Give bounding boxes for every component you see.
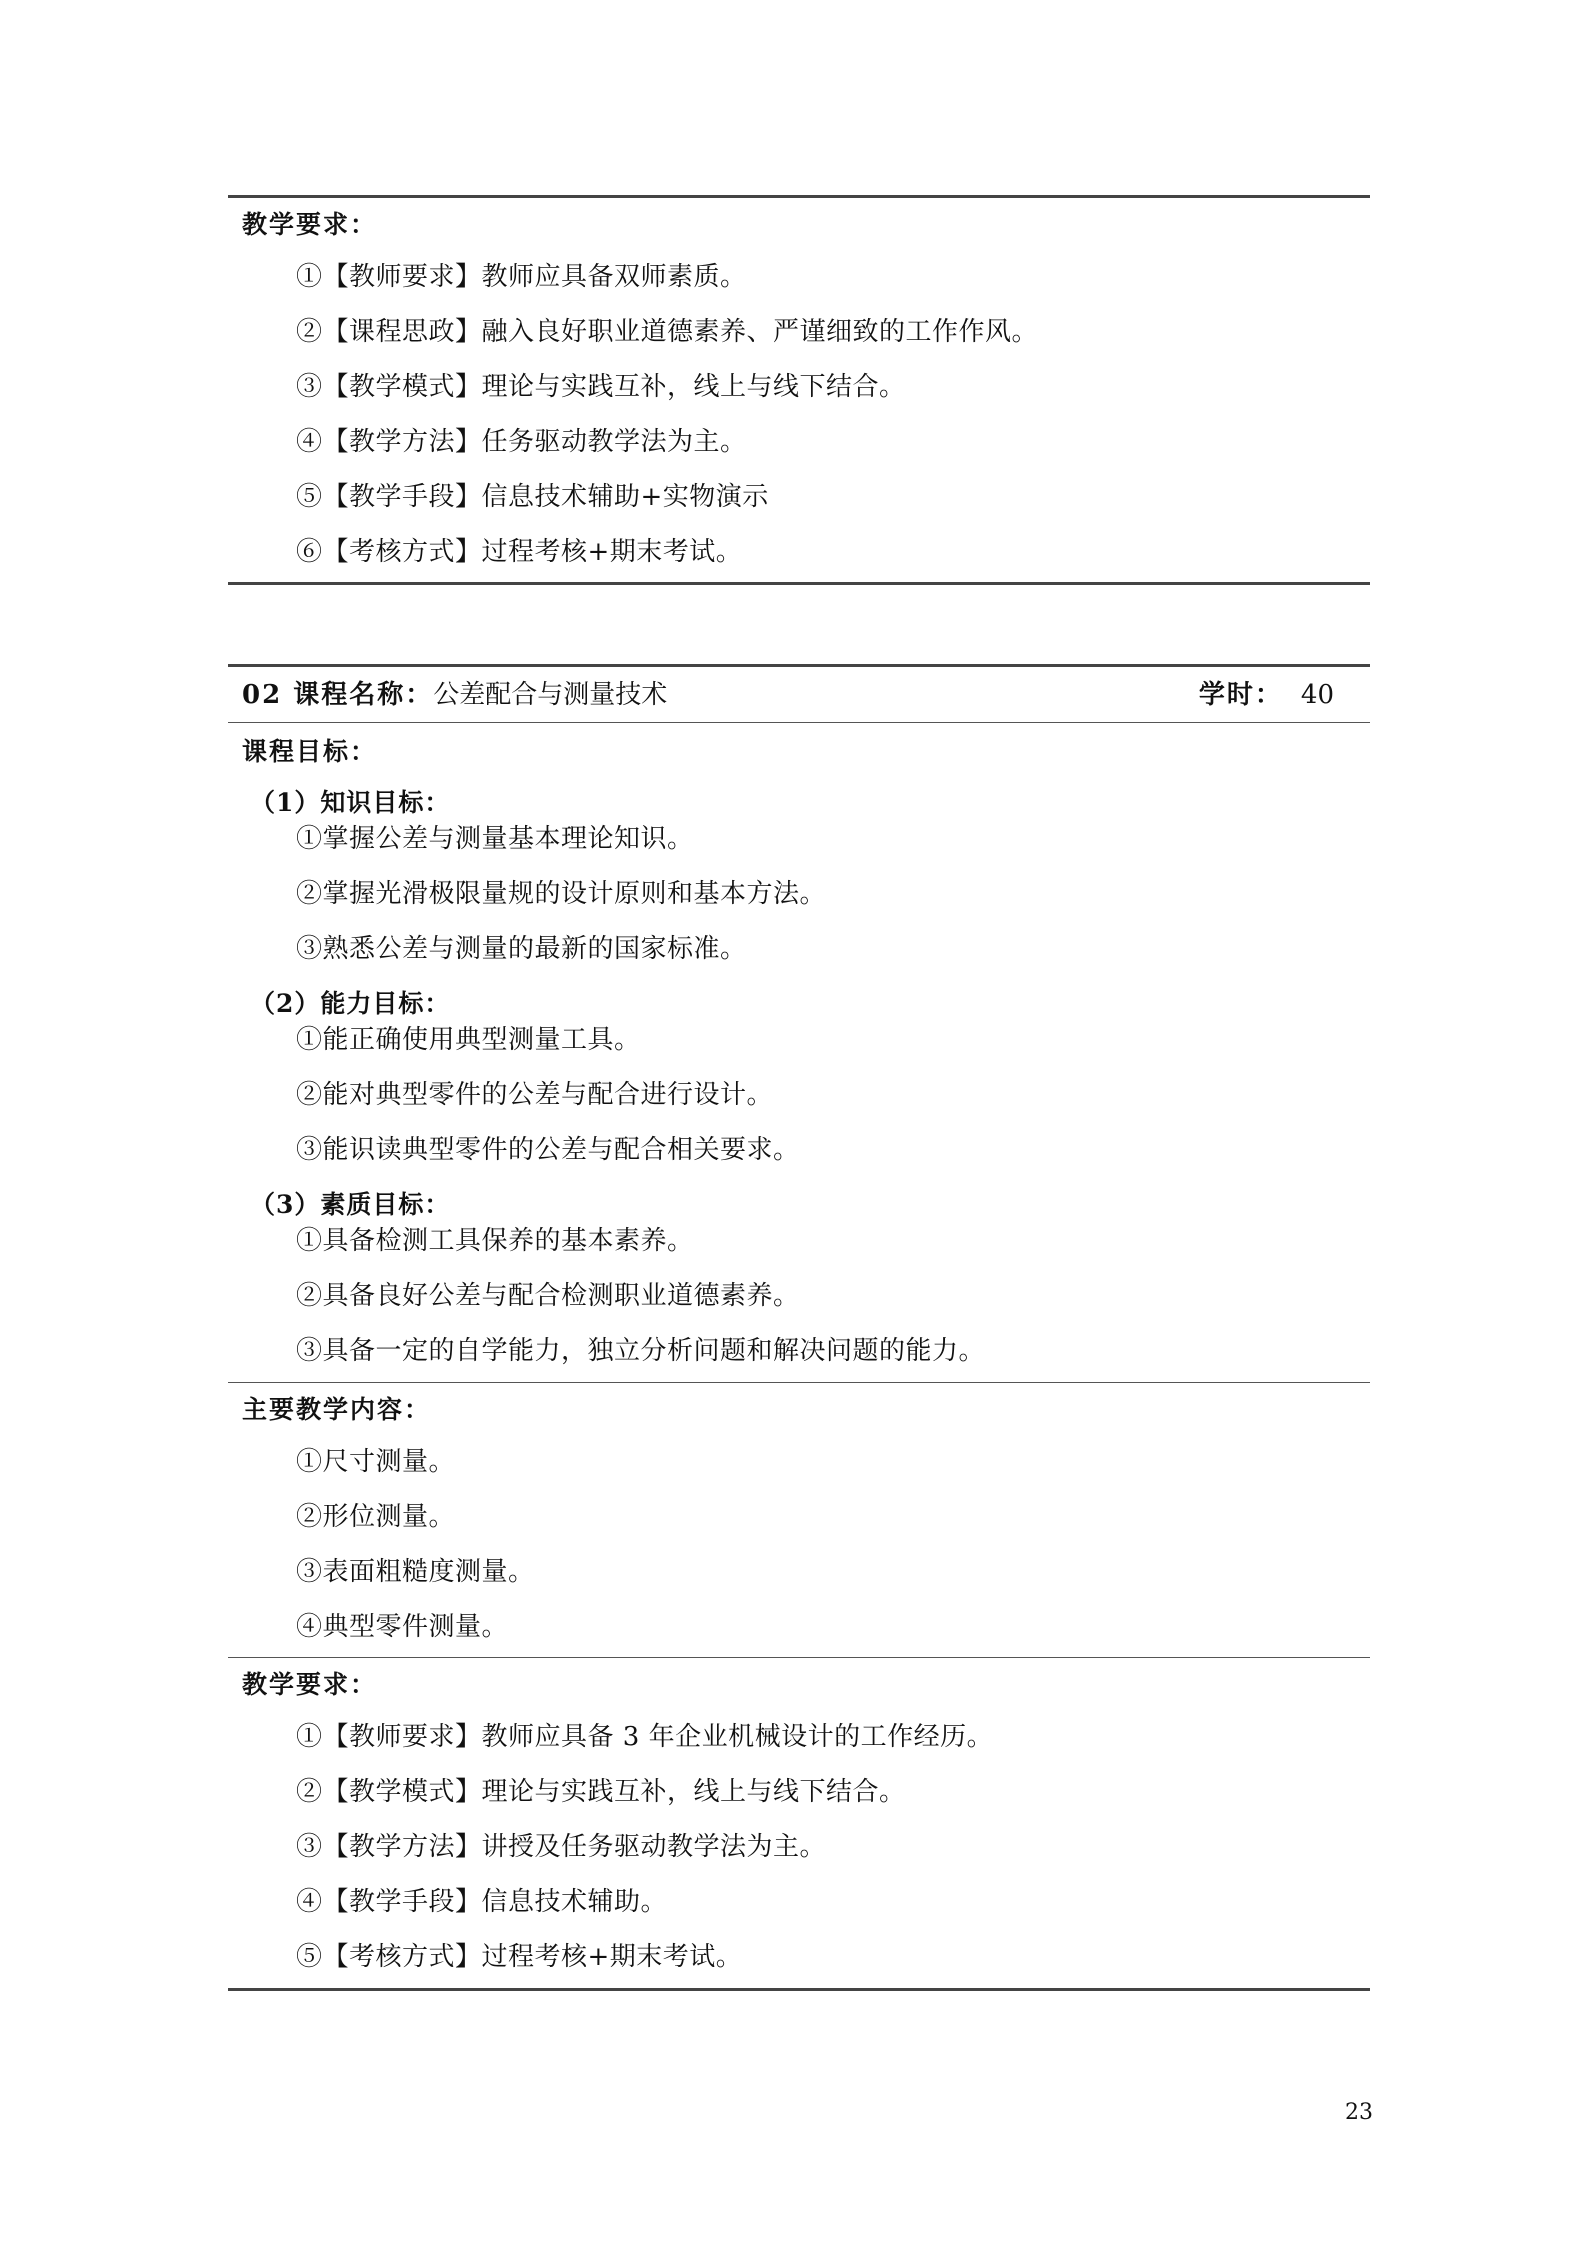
requirement-item: ③【教学方法】讲授及任务驱动教学法为主。	[296, 1832, 827, 1862]
requirement-item: ⑥【考核方式】过程考核+期末考试。	[296, 537, 743, 567]
requirement-item: ③【教学模式】理论与实践互补，线上与线下结合。	[296, 372, 906, 402]
requirements-label: 教学要求：	[242, 1670, 378, 1699]
title-divider	[228, 722, 1370, 723]
goal-item: ②具备良好公差与配合检测职业道德素养。	[296, 1281, 800, 1311]
content-item: ①尺寸测量。	[296, 1447, 456, 1477]
goal-item: ①掌握公差与测量基本理论知识。	[296, 824, 694, 854]
requirement-item: ④【教学手段】信息技术辅助。	[296, 1887, 668, 1917]
goal-item: ③熟悉公差与测量的最新的国家标准。	[296, 934, 747, 964]
course-hours	[1199, 674, 1334, 711]
requirement-item: ②【课程思政】融入良好职业道德素养、严谨细致的工作作风。	[296, 317, 1039, 347]
goal-item: ①能正确使用典型测量工具。	[296, 1025, 641, 1055]
goals-divider	[228, 1382, 1370, 1383]
requirement-item: ④【教学方法】任务驱动教学法为主。	[296, 427, 747, 457]
page-number: 23	[1345, 2100, 1373, 2125]
requirements-label: 教学要求：	[242, 210, 378, 239]
goal-item: ③具备一定的自学能力，独立分析问题和解决问题的能力。	[296, 1336, 986, 1366]
content-label: 主要教学内容：	[242, 1395, 432, 1424]
course-title-row	[242, 674, 667, 711]
requirement-item: ⑤【考核方式】过程考核+期末考试。	[296, 1942, 743, 1972]
bottom-rule	[228, 582, 1370, 585]
knowledge-goals-heading: （1）知识目标：	[250, 788, 451, 817]
content-item: ④典型零件测量。	[296, 1612, 509, 1642]
top-rule	[228, 195, 1370, 198]
table-top-rule	[228, 664, 1370, 667]
requirement-item: ⑤【教学手段】信息技术辅助+实物演示	[296, 482, 769, 512]
content-item: ②形位测量。	[296, 1502, 456, 1532]
goal-item: ③能识读典型零件的公差与配合相关要求。	[296, 1135, 800, 1165]
ability-goals-heading: （2）能力目标：	[250, 989, 451, 1018]
hours-label: 学时：	[1198, 680, 1283, 710]
course-title-label: 02 课程名称：	[242, 680, 434, 710]
content-divider	[228, 1657, 1370, 1658]
requirement-item: ①【教师要求】教师应具备 3 年企业机械设计的工作经历。	[296, 1722, 994, 1752]
goal-item: ①具备检测工具保养的基本素养。	[296, 1226, 694, 1256]
quality-goals-heading: （3）素质目标：	[250, 1190, 451, 1219]
hours-value: 40	[1300, 680, 1334, 710]
table-bottom-rule	[228, 1988, 1370, 1991]
content-item: ③表面粗糙度测量。	[296, 1557, 535, 1587]
requirement-item: ①【教师要求】教师应具备双师素质。	[296, 262, 747, 292]
requirement-item: ②【教学模式】理论与实践互补，线上与线下结合。	[296, 1777, 906, 1807]
goal-item: ②掌握光滑极限量规的设计原则和基本方法。	[296, 879, 827, 909]
goals-label: 课程目标：	[242, 737, 378, 766]
goal-item: ②能对典型零件的公差与配合进行设计。	[296, 1080, 774, 1110]
course-title: 公差配合与测量技术	[433, 680, 668, 710]
